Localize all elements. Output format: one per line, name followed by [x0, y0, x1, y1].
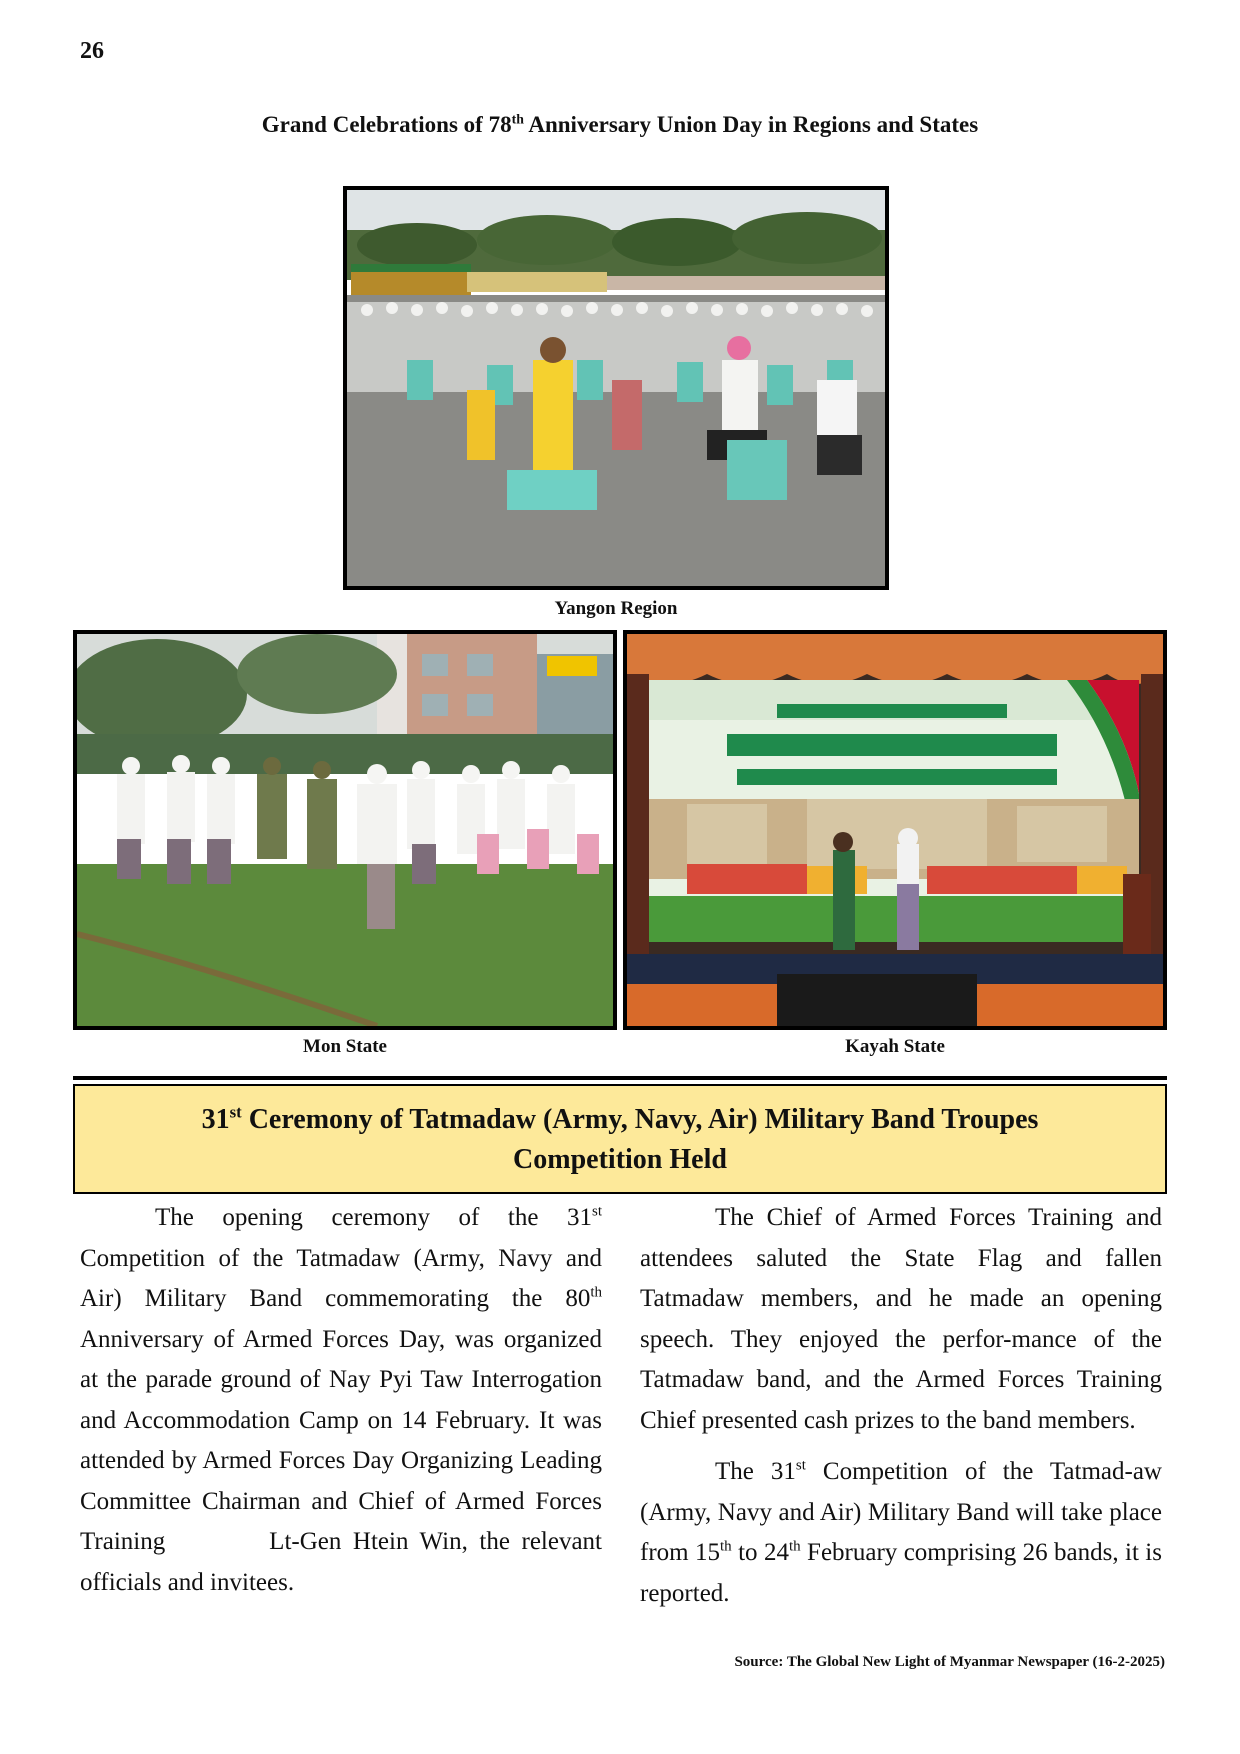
- article-title: [75, 1100, 1165, 1180]
- article-paragraph: [80, 1198, 602, 1603]
- article-paragraph: [640, 1452, 1162, 1614]
- article-column-left: [80, 1198, 602, 1603]
- section-divider: [73, 1076, 1167, 1080]
- article-title-prefix: 31: [201, 1104, 230, 1135]
- photo-yangon-image: [347, 190, 885, 586]
- page-heading-prefix: Grand Celebrations of 78: [261, 112, 512, 137]
- text-sup: th: [720, 1538, 732, 1555]
- article-title-box: [73, 1084, 1167, 1194]
- text-run: Competition of the Tatmadaw (Army, Navy and Air) Military Band commemorating the 80: [80, 1244, 602, 1312]
- photo-kayah-image: [627, 634, 1163, 1026]
- text-run: The opening ceremony of the 31: [155, 1204, 592, 1231]
- source-credit: Source: The Global New Light of Myanmar Newspaper (16-2-2025): [734, 1654, 1165, 1670]
- photo-mon-image: [77, 634, 613, 1026]
- caption-yangon-region: Yangon Region: [554, 598, 678, 619]
- page-heading-sup: th: [511, 111, 524, 127]
- photo-mon-state: [73, 630, 617, 1030]
- text-run: Anniversary of Armed Forces Day, was organized at the parade ground of Nay Pyi Taw Interrogation and Accommodation Camp on 14 February. It was attended by Armed Forces Day Organizing Leading Committee Chairman and Chief of Armed Forces Training Lt-Gen Htein Win, the relevant officials and invitees.: [80, 1325, 602, 1596]
- photo-yangon-region: [343, 186, 889, 590]
- text-sup: st: [795, 1457, 806, 1474]
- text-run: February comprising 26 bands, it is reported.: [640, 1539, 1162, 1607]
- photo-kayah-state: [623, 630, 1167, 1030]
- text-run: to 24: [731, 1539, 789, 1566]
- article-paragraph: The Chief of Armed Forces Training and attendees saluted the State Flag and fallen Tatmadaw members, and he made an opening speech. They enjoyed the perfor-mance of the Tatmadaw band, and the Armed Forces Training Chief presented cash prizes to the band members.: [640, 1204, 1162, 1434]
- article-title-line1: Ceremony of Tatmadaw (Army, Navy, Air) Military Band Troupes: [241, 1104, 1039, 1135]
- article-title-line2: Competition Held: [513, 1144, 727, 1175]
- page-heading: [0, 112, 1240, 138]
- text-sup: st: [591, 1203, 602, 1220]
- page-heading-suffix: Anniversary Union Day in Regions and States: [523, 112, 979, 137]
- text-run: Competition of the Tatmad-aw (Army, Navy and Air) Military Band will take place from 15: [640, 1458, 1162, 1566]
- article-column-right: [640, 1198, 1162, 1614]
- text-run: The 31: [715, 1458, 796, 1485]
- text-sup: th: [788, 1538, 801, 1555]
- caption-kayah-state: Kayah State: [845, 1036, 945, 1057]
- page-number: 26: [80, 38, 104, 64]
- caption-mon-state: Mon State: [303, 1036, 387, 1057]
- text-sup: th: [590, 1284, 602, 1301]
- article-title-sup: st: [229, 1102, 242, 1122]
